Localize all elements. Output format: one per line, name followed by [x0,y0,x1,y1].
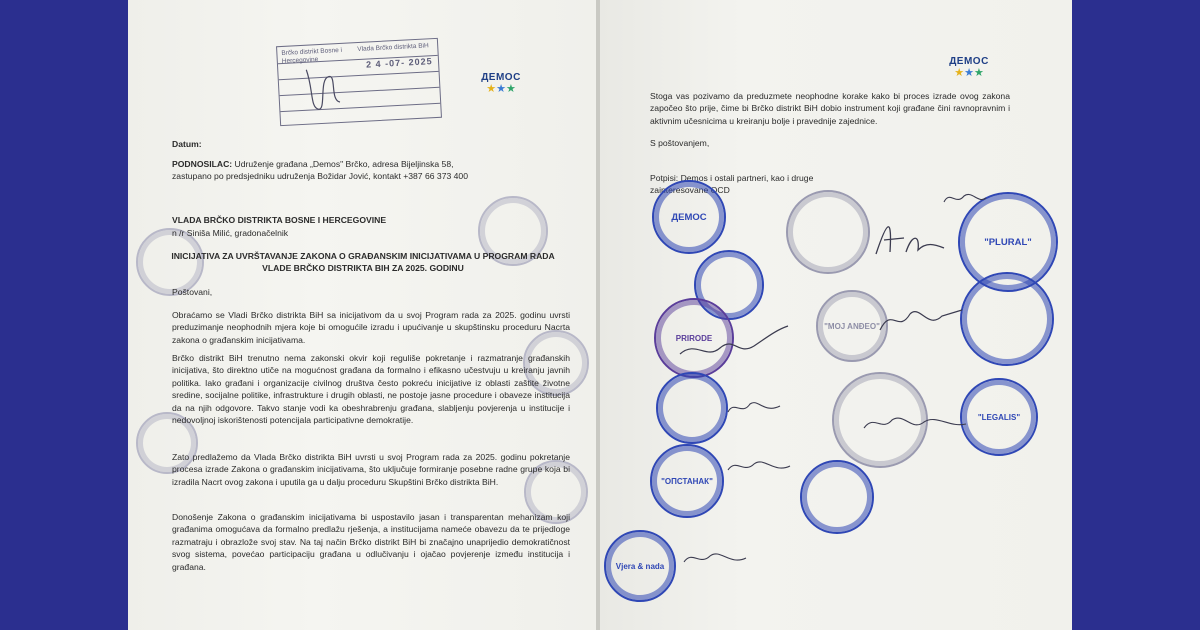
demos-logo-text: ДЕМОС [481,72,521,83]
handwritten-signature [724,452,794,482]
body-paragraph: Brčko distrikt BiH trenutno nema zakonski okvir koji reguliše pokretanje i razmatranje građanskih inicijativa, što direktno utiče na mogućnost građana da formalno i efikasno učestvuju u kreiranju javnih politika. Iako građani i organizacije civilnog društva često pokreću inicijative iz oblasti zaštite životne sredine, socijalne politike, infrastrukture i drugih oblasti, ne postoje jasne procedure i obaveze institucija da na njih odgovore. Takvo stanje vodi ka obeshrabrenju građana, slabljenju povjerenja u institucije i nedovoljnoj iskorištenosti potencijala participativne demokratije. [172,353,570,426]
received-stamp-header: Brčko distrikt Bosne i Hercegovine [281,46,343,66]
demos-logo [474,72,528,112]
body-paragraph: Obraćamo se Vladi Brčko distrikta BiH sa inicijativom da u svoj Program rada za 2025. godinu uvrsti preduzimanje neophodnih mjera koje bi omogućile izradu i upućivanje u skupštinsku proceduru Nacrta zakona o građanskim inicijativama. [172,310,570,345]
greeting: Poštovani, [172,287,213,297]
stamp-text: "LEGALIS" [977,412,1021,422]
podnosilac-label: PODNOSILAC: [172,159,233,169]
stamp-text: "ОПСТАНАК" [661,476,713,486]
stars-icon: ★★★ [954,67,984,79]
stamp-faded [786,190,870,274]
demos-logo-text: ДЕМОС [949,56,989,67]
stamp-round [656,372,728,444]
handwritten-signature [860,408,970,438]
stamp-text: Vjera & nada [615,561,665,571]
body-paragraph: Zato predlažemo da Vlada Brčko distrikta BiH uvrsti u svoj Program rada za 2025. godinu pokretanje procesa izrade Zakona o građanskim inicijativama, što uključuje formiranje posebne radne grupe koja bi izradila Nacrt ovog zakona i uputila ga u dalju proceduru Skupštini Brčko distrikta BiH. [172,452,570,487]
stamp-opstanak [650,444,724,518]
handwritten-signature [870,214,950,264]
handwritten-signature [680,544,750,574]
recipient-line: n /r Siniša Milić, gradonačelnik [172,228,289,238]
received-stamp [276,38,442,126]
stamp-legalis [960,378,1038,456]
handwritten-signature [676,320,796,370]
document-title [158,250,568,275]
body-paragraph: Stoga vas pozivamo da preduzmete neophodne korake kako bi proces izrade ovog zakona započeo što prije, čime bi Brčko distrikt BiH dobio instrument koji građane čini ravnopravnim i aktivnim učesnicima u kreiranju bolje i pravednije zajednice. [650,91,1010,126]
stamp-vjera-nada [604,530,676,602]
podnosilac-text: Udruženje građana „Demos" Brčko, adresa Bijeljinska 58, zastupano po predsjedniku udruženja Božidar Jović, kontakt +387 66 373 400 [172,159,468,182]
received-stamp-header: Vlada Brčko distrikta BiH [357,42,429,54]
stamp-text: PRIRODE [675,333,713,343]
document-title-line: INICIJATIVA ZA UVRŠTAVANJE ZAKONA O GRAĐANSKIM INICIJATIVAMA U PROGRAM RADA [171,251,555,261]
stamp-demos [652,180,726,254]
signatures-line: zainteresovane OCD [650,185,730,196]
stamp-text: ДЕМОС [671,211,707,223]
stamp-text: "PLURAL" [984,236,1032,248]
stars-icon: ★★★ [486,83,516,95]
recipient-line: VLADA BRČKO DISTRIKTA BOSNE I HERCEGOVINE [172,215,387,225]
stamp-round [800,460,874,534]
datum-label: Datum: [172,139,202,149]
handwritten-signature [940,186,990,210]
stamp-text: "MOJ ANĐEO" [824,321,880,331]
handwritten-signature [876,300,966,340]
received-stamp-date: 2 4 -07- 2025 [365,56,433,70]
document-page-left [128,0,596,630]
document-title-line: VLADE BRČKO DISTRIKTA BIH ZA 2025. GODINU [262,263,464,274]
closing: S poštovanjem, [650,138,710,148]
body-paragraph: Donošenje Zakona o građanskim inicijativama bi uspostavilo jasan i transparentan mehanizam koji građanima omogućava da formalno predlažu rješenja, a institucijama nameće obavezu da te prijedloge razmatraju i obrazlože svoj stav. Na taj način Brčko distrikt BiH bi značajno unaprijedio demokratičnost svog sistema, povećao participaciju građana u odlučivanju i ojačao povjerenje između institucija i građana. [172,512,570,572]
podnosilac-block [172,158,482,183]
document-page-right [600,0,1072,630]
received-signature [298,57,361,120]
handwritten-signature [724,392,784,422]
stamp-round [960,272,1054,366]
signatures-line: Potpisi: Demos i ostali partneri, kao i druge [650,173,814,183]
